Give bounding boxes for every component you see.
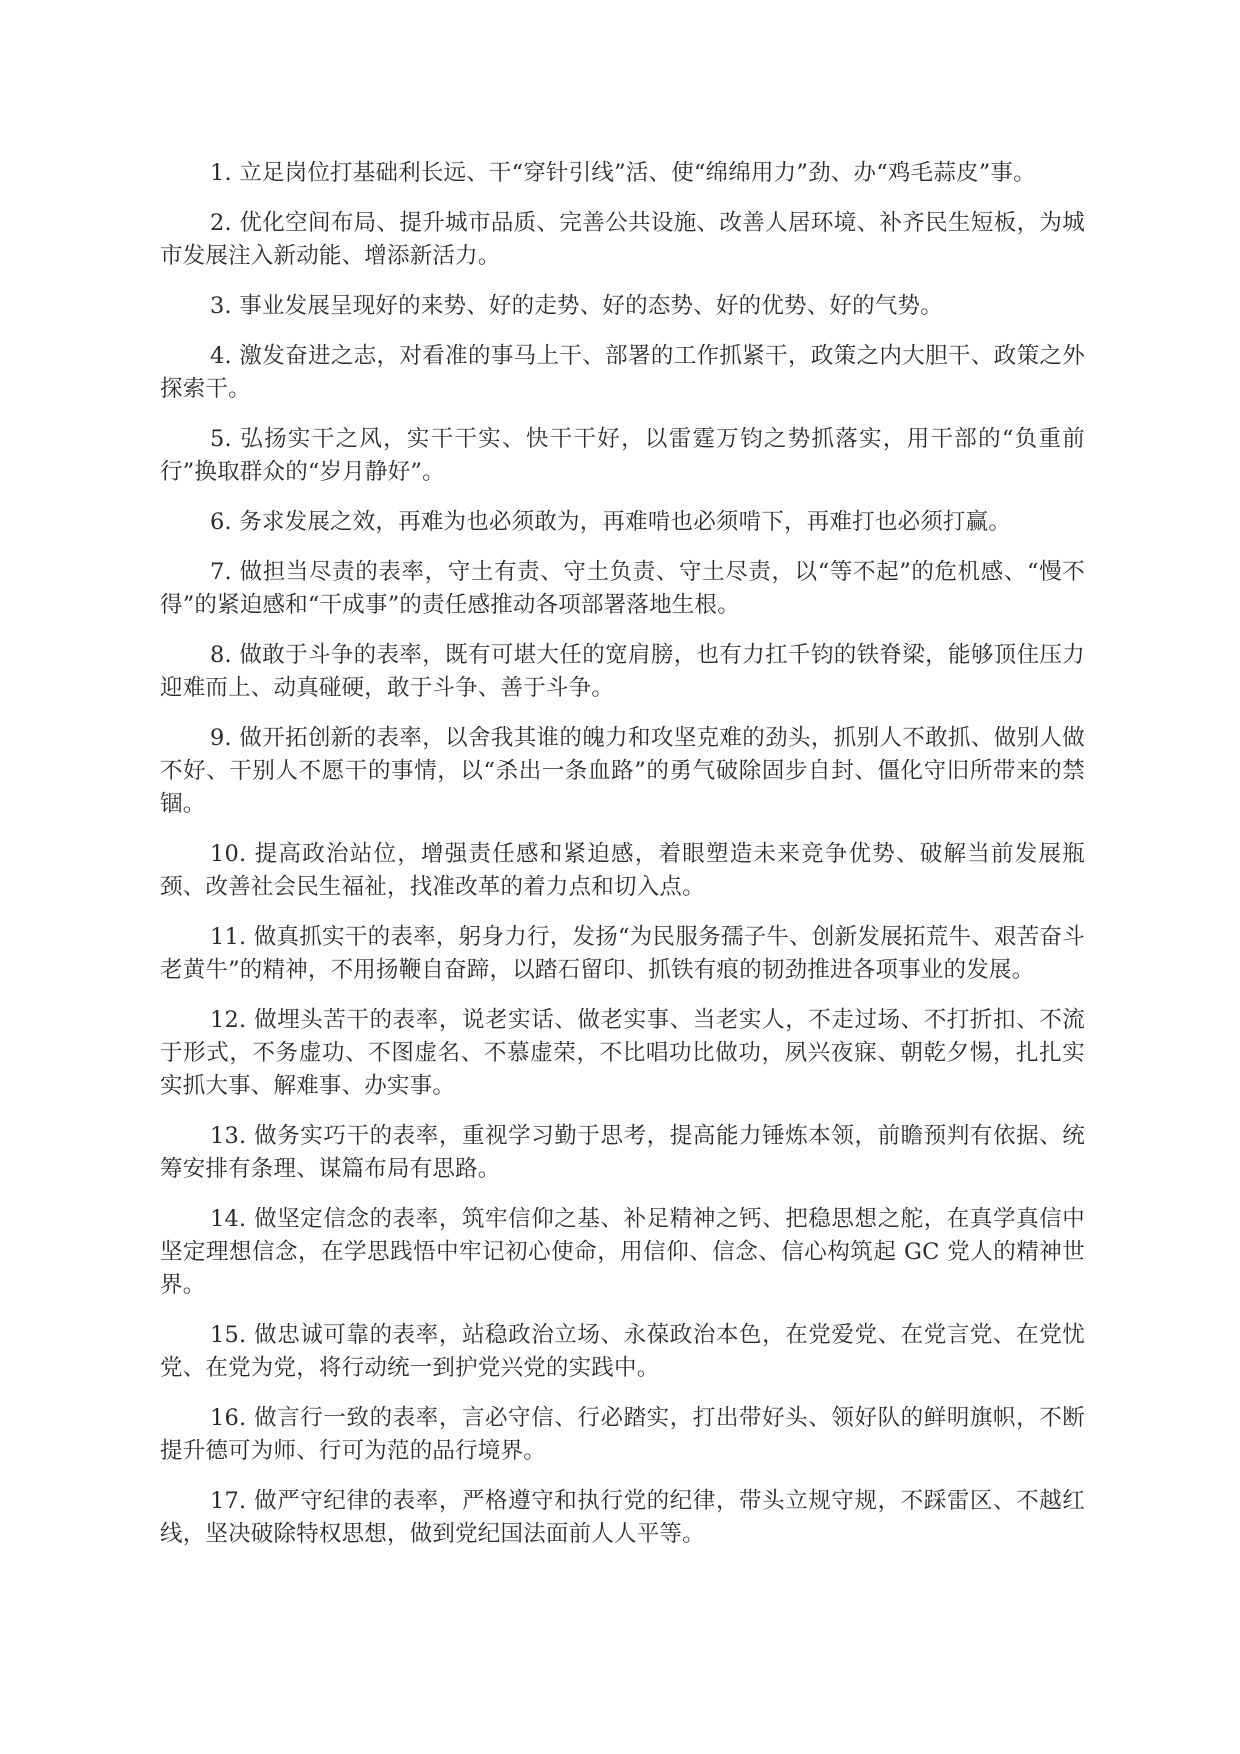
paragraph-13: 13. 做务实巧干的表率，重视学习勤于思考，提高能力锤炼本领，前瞻预判有依据、统筹安排有条理、谋篇布局有思路。 xyxy=(160,1123,1085,1182)
paragraph-4: 4. 激发奋进之志，对看准的事马上干、部署的工作抓紧干，政策之内大胆干、政策之外探索干。 xyxy=(160,343,1085,402)
paragraph-7: 7. 做担当尽责的表率，守土有责、守土负责、守土尽责，以“等不起”的危机感、“慢不得”的紧迫感和“干成事”的责任感推动各项部署落地生根。 xyxy=(160,559,1085,618)
paragraph-11: 11. 做真抓实干的表率，躬身力行，发扬“为民服务孺子牛、创新发展拓荒牛、艰苦奋斗老黄牛”的精神，不用扬鞭自奋蹄，以踏石留印、抓铁有痕的韧劲推进各项事业的发展。 xyxy=(160,924,1085,983)
paragraph-6: 6. 务求发展之效，再难为也必须敢为，再难啃也必须啃下，再难打也必须打赢。 xyxy=(210,509,1012,535)
paragraph-8: 8. 做敢于斗争的表率，既有可堪大任的宽肩膀，也有力扛千钧的铁脊梁，能够顶住压力迎难而上、动真碰硬，敢于斗争、善于斗争。 xyxy=(160,642,1085,701)
paragraph-9: 9. 做开拓创新的表率，以舍我其谁的魄力和攻坚克难的劲头，抓别人不敢抓、做别人做不好、干别人不愿干的事情，以“杀出一条血路”的勇气破除固步自封、僵化守旧所带来的禁锢。 xyxy=(160,725,1085,817)
paragraph-12: 12. 做埋头苦干的表率，说老实话、做老实事、当老实人，不走过场、不打折扣、不流于形式，不务虚功、不图虚名、不慕虚荣，不比唱功比做功，夙兴夜寐、朝乾夕惕，扎扎实实抓大事、解难事、办实事。 xyxy=(160,1007,1085,1099)
paragraph-10: 10. 提高政治站位，增强责任感和紧迫感，着眼塑造未来竞争优势、破解当前发展瓶颈、改善社会民生福祉，找准改革的着力点和切入点。 xyxy=(160,841,1085,900)
paragraph-1: 1. 立足岗位打基础利长远、干“穿针引线”活、使“绵绵用力”劲、办“鸡毛蒜皮”事。 xyxy=(210,160,1036,186)
paragraph-5: 5. 弘扬实干之风，实干干实、快干干好，以雷霆万钧之势抓落实，用干部的“负重前行”换取群众的“岁月静好”。 xyxy=(160,426,1085,485)
paragraph-2: 2. 优化空间布局、提升城市品质、完善公共设施、改善人居环境、补齐民生短板，为城市发展注入新动能、增添新活力。 xyxy=(160,210,1085,269)
paragraph-14: 14. 做坚定信念的表率，筑牢信仰之基、补足精神之钙、把稳思想之舵，在真学真信中坚定理想信念，在学思践悟中牢记初心使命，用信仰、信念、信心构筑起 GC 党人的精神世界。 xyxy=(160,1206,1085,1298)
paragraph-17: 17. 做严守纪律的表率，严格遵守和执行党的纪律，带头立规守规，不踩雷区、不越红线，坚决破除特权思想，做到党纪国法面前人人平等。 xyxy=(160,1488,1085,1547)
paragraph-16: 16. 做言行一致的表率，言必守信、行必踏实，打出带好头、领好队的鲜明旗帜，不断提升德可为师、行可为范的品行境界。 xyxy=(160,1405,1085,1464)
paragraph-15: 15. 做忠诚可靠的表率，站稳政治立场、永葆政治本色，在党爱党、在党言党、在党忧党、在党为党，将行动统一到护党兴党的实践中。 xyxy=(160,1322,1085,1381)
paragraph-3: 3. 事业发展呈现好的来势、好的走势、好的态势、好的优势、好的气势。 xyxy=(210,293,943,319)
document-body xyxy=(160,157,1085,1568)
